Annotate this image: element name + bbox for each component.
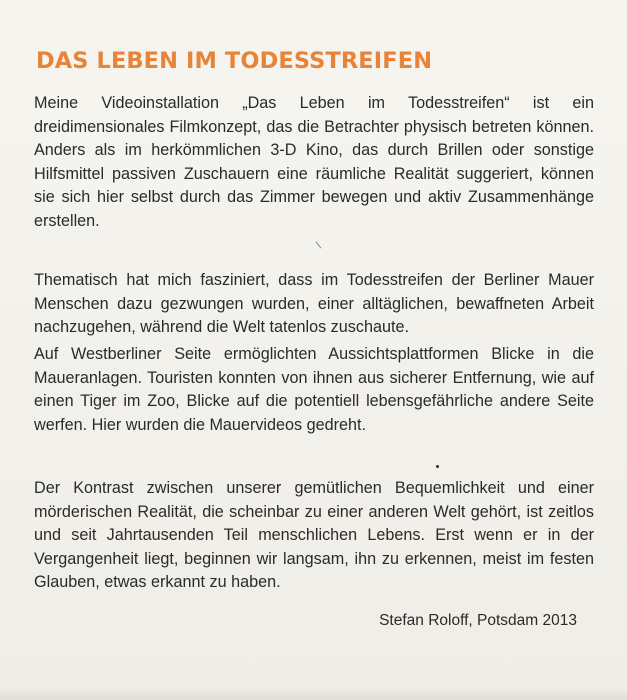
paragraph-4: Der Kontrast zwischen unserer gemütlichen Bequemlichkeit und einer mörderischen Realität, die scheinbar zu einer anderen Welt gehört, ist zeitlos und seit Jahrtausenden Teil menschlichen Lebens. Erst wenn er in der Vergangenheit liegt, beginnen wir langsam, ihn zu erkennen, meist im festen Glauben, etwas erkannt zu haben. [34, 479, 594, 592]
scan-dot [436, 465, 439, 468]
scan-speck [316, 242, 322, 249]
signature-line: Stefan Roloff, Potsdam 2013 [379, 612, 577, 629]
paragraph-2: Thematisch hat mich fasziniert, dass im Todesstreifen der Berliner Mauer Menschen dazu gezwungen wurden, einer alltäglichen, bewaffneten Arbeit nachzugehen, während die Welt tatenlos zuschaute. [34, 271, 594, 337]
document-title: DAS LEBEN IM TODESSTREIFEN [36, 48, 433, 74]
paragraph-1: Meine Videoinstallation „Das Leben im Todesstreifen“ ist ein dreidimensionales Filmkonzept, das die Betrachter physisch betreten können. Anders als im herkömmlichen 3-D Kino, das durch Brillen oder sonstige Hilfsmittel passiven Zuschauern eine räumliche Realität suggeriert, können sie sich hier selbst durch das Zimmer bewegen und aktiv Zusammenhänge erstellen. [34, 94, 594, 230]
paper-edge-shadow [0, 686, 627, 700]
paragraph-3: Auf Westberliner Seite ermöglichten Aussichtsplattformen Blicke in die Maueranlagen. Touristen konnten von ihnen aus sicherer Entfernung, wie auf einen Tiger im Zoo, Blicke auf die potentiell lebensgefährliche andere Seite werfen. Hier wurden die Mauervideos gedreht. [34, 345, 594, 434]
